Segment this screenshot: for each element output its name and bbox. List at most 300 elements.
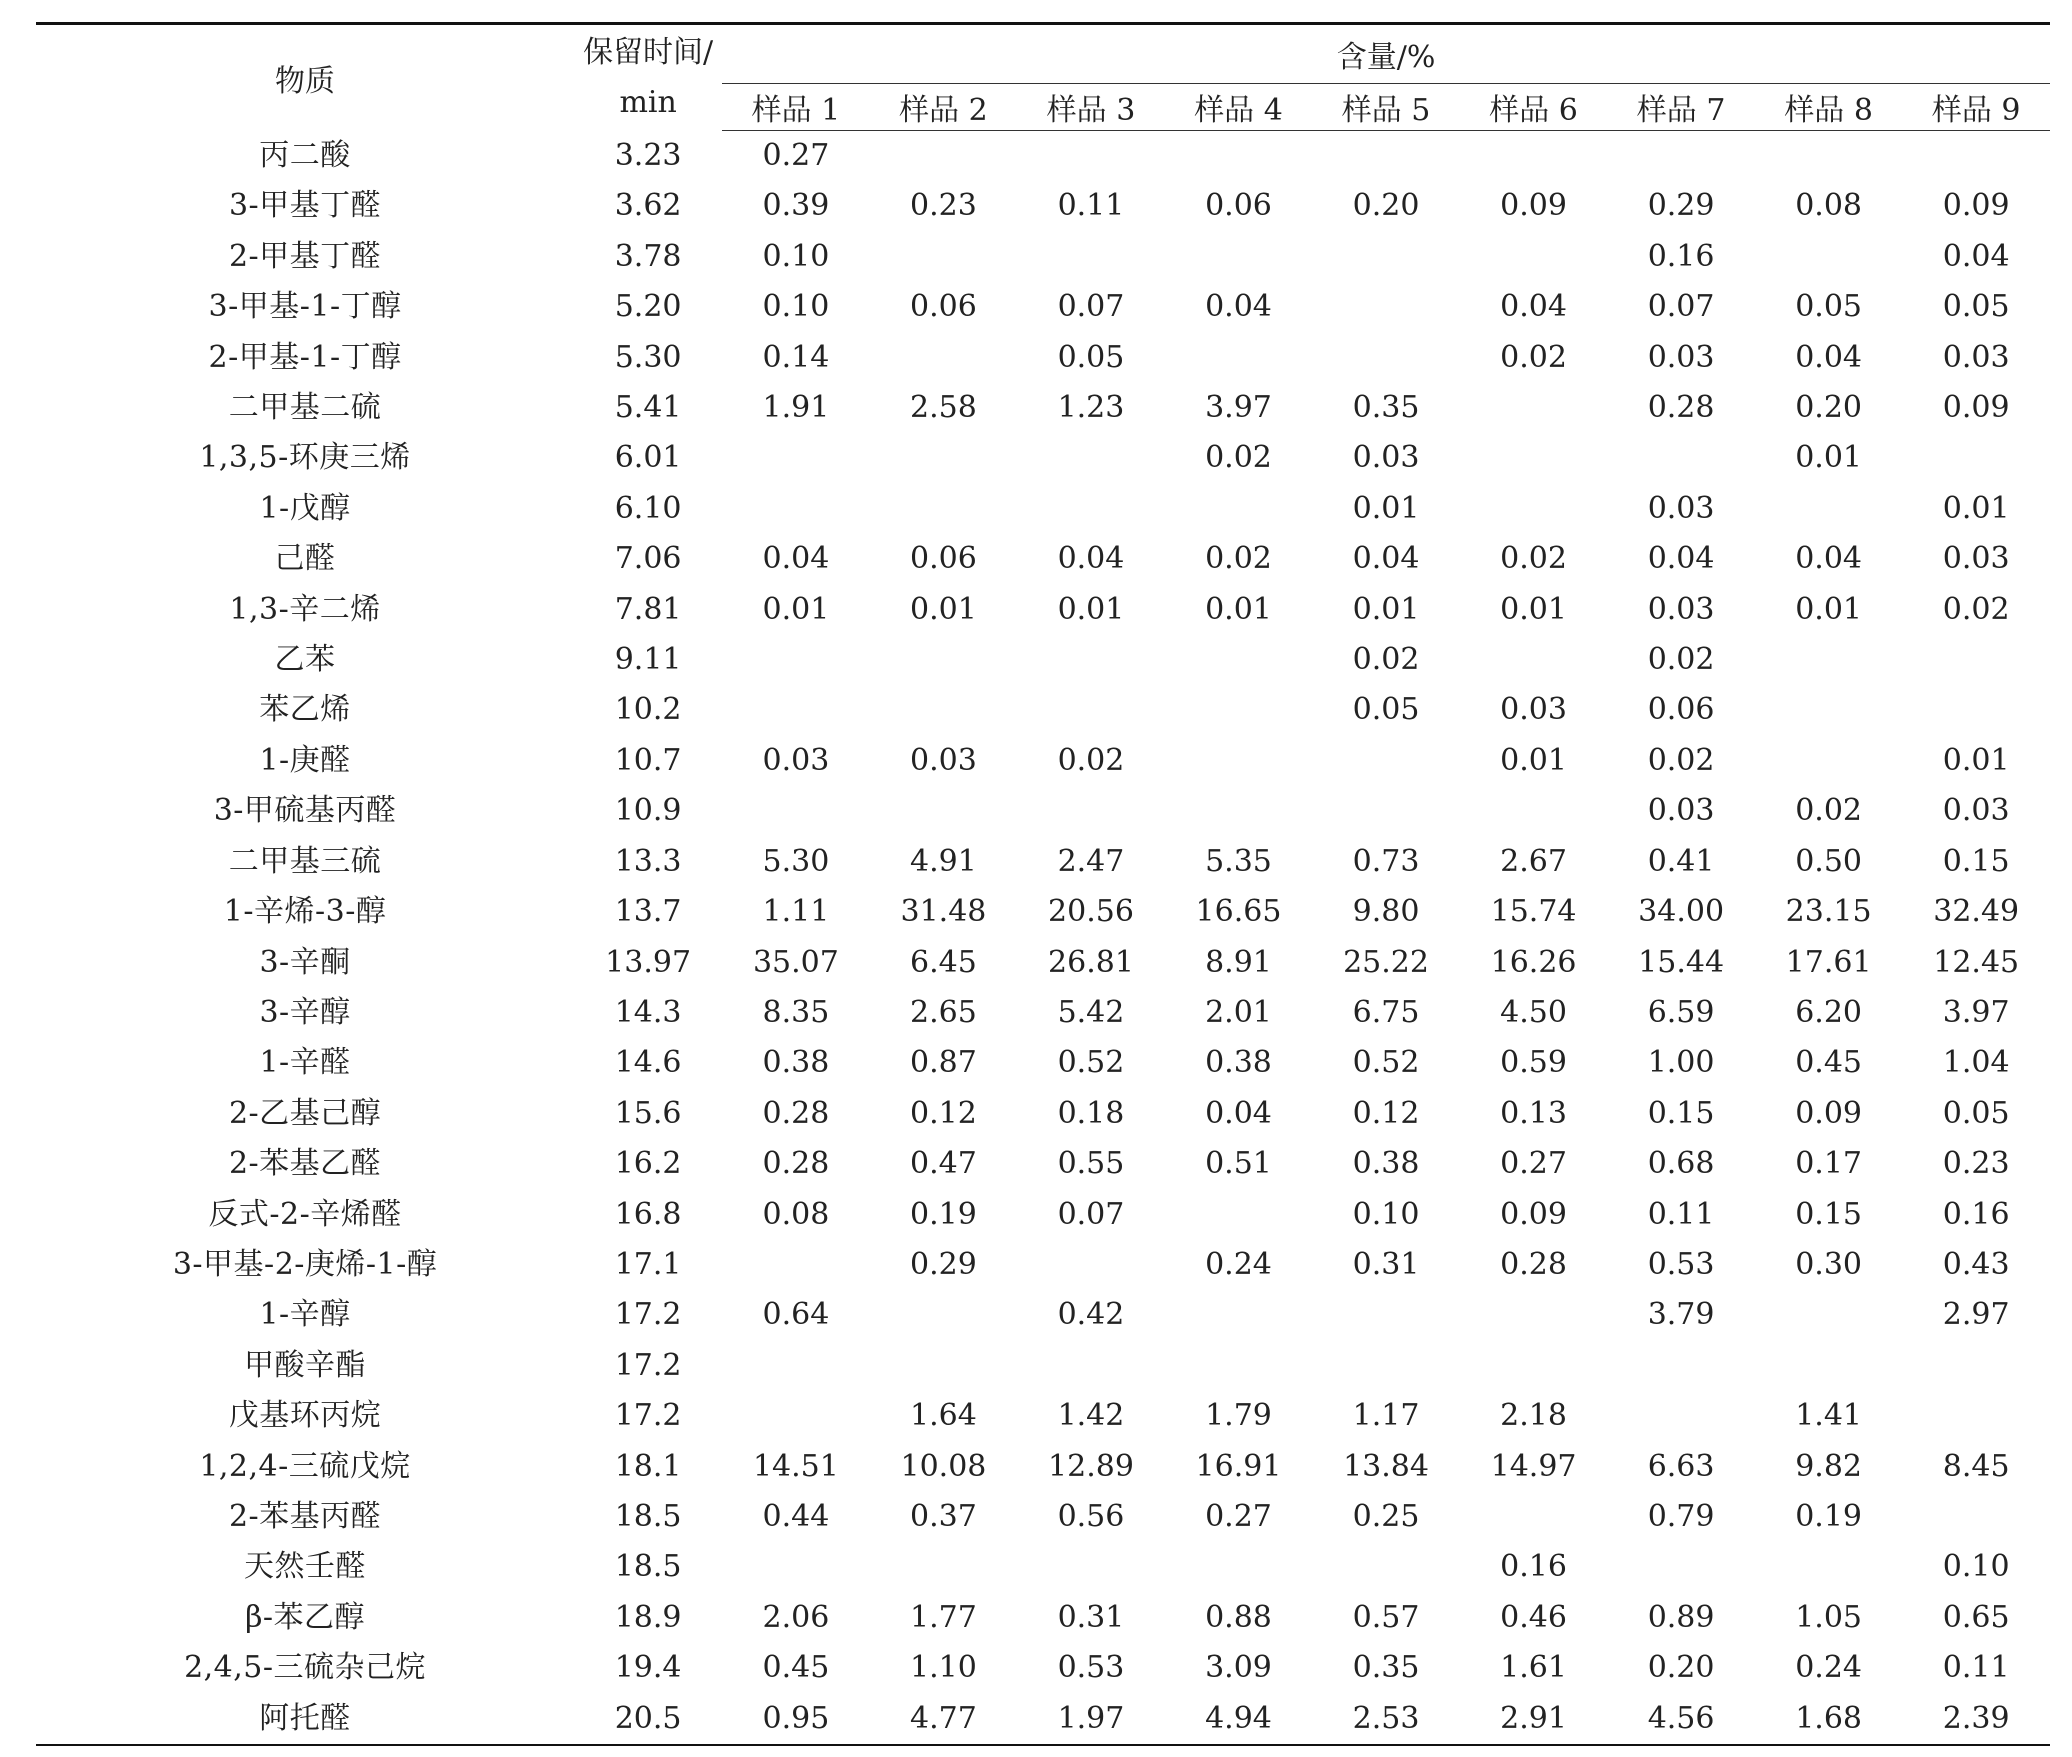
content-value-sample-8: 0.04 (1795, 339, 1863, 375)
content-value-sample-1: 0.39 (762, 188, 830, 224)
content-value-sample-4 (1165, 1190, 1313, 1240)
content-value-sample-2 (870, 635, 1018, 685)
content-value-sample-3: 0.04 (1057, 541, 1125, 577)
content-value-sample-6: 2.67 (1500, 843, 1567, 879)
content-value-sample-8: 23.15 (1785, 894, 1872, 930)
content-value-sample-1 (722, 433, 870, 483)
content-value-sample-1: 0.01 (762, 591, 830, 627)
content-value-sample-4: 0.04 (1205, 289, 1272, 325)
content-value-sample-4 (1165, 1341, 1313, 1391)
content-value-sample-1 (722, 685, 870, 735)
content-value-sample-3: 0.42 (1057, 1297, 1125, 1333)
content-value-sample-2: 0.47 (910, 1146, 977, 1182)
content-value-sample-3 (1017, 1542, 1165, 1592)
content-value-sample-9: 3.97 (1942, 994, 2010, 1030)
content-value-sample-8: 0.05 (1795, 289, 1863, 325)
content-value-sample-6: 0.28 (1500, 1246, 1567, 1282)
substance-name: 反式-2-辛烯醛 (208, 1196, 402, 1232)
content-value-sample-6 (1460, 433, 1608, 483)
header-retention-time-unit: min (619, 84, 677, 120)
content-value-sample-1: 5.30 (762, 843, 830, 879)
table-row (36, 1240, 2050, 1290)
content-value-sample-4: 0.02 (1205, 541, 1272, 577)
retention-time: 18.5 (614, 1549, 682, 1585)
header-sample-9: 样品 9 (1902, 84, 2050, 131)
content-value-sample-2: 1.77 (910, 1599, 977, 1635)
content-value-sample-6 (1460, 786, 1608, 836)
table-row (36, 1290, 2050, 1340)
content-value-sample-6: 4.50 (1500, 994, 1567, 1030)
content-value-sample-1: 0.27 (762, 138, 830, 173)
substance-name: 3-辛酮 (259, 944, 351, 980)
content-value-sample-8: 0.09 (1795, 1095, 1863, 1131)
header-retention-time-label: 保留时间/ (583, 34, 714, 70)
retention-time: 13.3 (614, 843, 682, 879)
content-value-sample-2: 0.01 (910, 591, 977, 627)
substance-name: 丙二酸 (259, 137, 351, 173)
content-value-sample-7: 0.68 (1647, 1146, 1715, 1182)
content-value-sample-7: 0.89 (1647, 1599, 1715, 1635)
content-value-sample-2: 10.08 (900, 1448, 987, 1484)
content-value-sample-8: 0.50 (1795, 843, 1863, 879)
content-value-sample-5: 0.05 (1352, 692, 1420, 728)
content-value-sample-9: 0.23 (1942, 1146, 2010, 1182)
content-value-sample-6 (1460, 131, 1608, 182)
content-value-sample-6 (1460, 484, 1608, 534)
content-value-sample-8: 0.45 (1795, 1045, 1863, 1081)
content-value-sample-1: 0.64 (762, 1297, 830, 1333)
retention-time: 18.1 (614, 1448, 682, 1484)
table-row (36, 534, 2050, 584)
content-value-sample-4: 0.04 (1205, 1095, 1272, 1131)
content-value-sample-6: 2.91 (1460, 1694, 1608, 1745)
content-value-sample-2 (870, 1341, 1018, 1391)
content-value-sample-8 (1755, 131, 1903, 182)
content-value-sample-5: 0.35 (1352, 390, 1420, 426)
content-value-sample-8 (1755, 1290, 1903, 1340)
table-row (36, 1391, 2050, 1441)
content-value-sample-2: 1.10 (910, 1650, 977, 1686)
substance-name: 3-甲硫基丙醛 (213, 793, 397, 829)
substance-name: 2-苯基丙醛 (228, 1498, 382, 1534)
content-value-sample-9 (1902, 433, 2050, 483)
retention-time: 13.7 (614, 894, 682, 930)
content-value-sample-3 (1017, 1240, 1165, 1290)
substance-name: 1,2,4-三硫戊烷 (199, 1448, 411, 1484)
content-value-sample-9: 2.97 (1942, 1297, 2010, 1333)
substance-name: 3-甲基-2-庚烯-1-醇 (172, 1246, 438, 1282)
content-value-sample-6: 0.13 (1500, 1095, 1567, 1131)
volatile-compounds-table (36, 22, 2050, 1746)
content-value-sample-3: 2.47 (1057, 843, 1125, 879)
content-value-sample-2 (870, 685, 1018, 735)
substance-name: 戊基环丙烷 (228, 1398, 382, 1434)
content-value-sample-4: 0.27 (1205, 1498, 1272, 1534)
table-row (36, 1593, 2050, 1643)
content-value-sample-5 (1312, 736, 1460, 786)
content-value-sample-7: 0.11 (1647, 1196, 1715, 1232)
content-value-sample-9: 0.04 (1942, 238, 2010, 274)
content-value-sample-8: 0.01 (1795, 440, 1863, 476)
content-value-sample-2: 6.45 (910, 944, 977, 980)
content-value-sample-3: 1.23 (1057, 390, 1125, 426)
header-sample-3: 样品 3 (1017, 84, 1165, 131)
content-value-sample-5: 0.10 (1352, 1196, 1420, 1232)
substance-name: 3-辛醇 (259, 994, 351, 1030)
retention-time: 7.81 (614, 591, 682, 627)
content-value-sample-5 (1312, 786, 1460, 836)
header-sample-1: 样品 1 (722, 84, 870, 131)
content-value-sample-8: 1.41 (1795, 1398, 1863, 1434)
content-value-sample-7: 0.07 (1647, 289, 1715, 325)
header-sample-5: 样品 5 (1312, 84, 1460, 131)
substance-name: 二甲基三硫 (228, 843, 382, 879)
content-value-sample-1 (722, 1341, 870, 1391)
content-value-sample-6: 0.09 (1500, 188, 1567, 224)
content-value-sample-9: 0.05 (1942, 1095, 2010, 1131)
retention-time: 9.11 (614, 642, 682, 678)
content-value-sample-3: 0.07 (1057, 1196, 1125, 1232)
table-row (36, 1038, 2050, 1088)
content-value-sample-1: 8.35 (762, 994, 830, 1030)
content-value-sample-4 (1165, 786, 1313, 836)
content-value-sample-1: 2.06 (762, 1599, 830, 1635)
content-value-sample-4: 0.06 (1205, 188, 1272, 224)
content-value-sample-8 (1755, 484, 1903, 534)
content-value-sample-7: 6.59 (1647, 994, 1715, 1030)
content-value-sample-6: 0.59 (1500, 1045, 1567, 1081)
substance-name: 天然壬醛 (244, 1549, 367, 1585)
content-value-sample-4 (1165, 1542, 1313, 1592)
content-value-sample-5: 9.80 (1352, 894, 1420, 930)
content-value-sample-2: 31.48 (900, 894, 987, 930)
content-value-sample-7: 0.28 (1647, 390, 1715, 426)
content-value-sample-8: 0.19 (1795, 1498, 1863, 1534)
content-value-sample-5 (1312, 333, 1460, 383)
table-row (36, 1190, 2050, 1240)
retention-time: 19.4 (614, 1650, 682, 1686)
content-value-sample-9: 8.45 (1942, 1448, 2010, 1484)
content-value-sample-6 (1460, 383, 1608, 433)
content-value-sample-4: 16.91 (1195, 1448, 1282, 1484)
content-value-sample-7: 0.04 (1647, 541, 1715, 577)
content-value-sample-8 (1755, 736, 1903, 786)
content-value-sample-8 (1755, 685, 1903, 735)
content-value-sample-2: 2.65 (910, 994, 977, 1030)
substance-name: 1-辛醇 (259, 1297, 351, 1333)
content-value-sample-4: 0.88 (1205, 1599, 1272, 1635)
retention-time: 6.10 (614, 490, 682, 526)
substance-name: 2-甲基丁醛 (228, 238, 382, 274)
content-value-sample-6 (1460, 1341, 1608, 1391)
content-value-sample-9: 0.10 (1942, 1549, 2010, 1585)
content-value-sample-7 (1607, 433, 1755, 483)
retention-time: 10.7 (614, 742, 682, 778)
substance-name: 3-甲基-1-丁醇 (208, 289, 402, 325)
content-value-sample-2: 0.12 (910, 1095, 977, 1131)
content-value-sample-3 (1017, 1341, 1165, 1391)
content-value-sample-5: 2.53 (1312, 1694, 1460, 1745)
substance-name: 1-辛烯-3-醇 (223, 894, 387, 930)
content-value-sample-4 (1165, 635, 1313, 685)
content-value-sample-2 (870, 1542, 1018, 1592)
content-value-sample-8 (1755, 232, 1903, 282)
table-row (36, 887, 2050, 937)
table-row (36, 1694, 2050, 1745)
table-row (36, 1442, 2050, 1492)
content-value-sample-9 (1902, 131, 2050, 182)
content-value-sample-9: 0.01 (1942, 742, 2010, 778)
content-value-sample-9 (1902, 685, 2050, 735)
content-value-sample-7: 1.00 (1647, 1045, 1715, 1081)
content-value-sample-1: 0.28 (762, 1146, 830, 1182)
content-value-sample-9: 0.65 (1942, 1599, 2010, 1635)
content-value-sample-7: 0.16 (1647, 238, 1715, 274)
table-row (36, 585, 2050, 635)
table-row (36, 938, 2050, 988)
content-value-sample-2: 0.06 (910, 541, 977, 577)
content-value-sample-1: 0.08 (762, 1196, 830, 1232)
content-value-sample-9: 0.09 (1942, 188, 2010, 224)
header-sample-7: 样品 7 (1607, 84, 1755, 131)
content-value-sample-6: 0.01 (1500, 591, 1567, 627)
content-value-sample-4: 1.79 (1205, 1398, 1272, 1434)
table-row (36, 1492, 2050, 1542)
content-value-sample-5: 1.17 (1352, 1398, 1420, 1434)
content-value-sample-7: 0.03 (1647, 339, 1715, 375)
header-sample-2: 样品 2 (870, 84, 1018, 131)
content-value-sample-4: 0.51 (1205, 1146, 1272, 1182)
content-value-sample-5: 0.02 (1352, 642, 1420, 678)
content-value-sample-1: 0.28 (762, 1095, 830, 1131)
content-value-sample-6: 14.97 (1490, 1448, 1577, 1484)
content-value-sample-9: 0.15 (1942, 843, 2010, 879)
content-value-sample-6: 0.03 (1500, 692, 1567, 728)
content-value-sample-7: 0.41 (1647, 843, 1715, 879)
table-row (36, 1341, 2050, 1391)
header-sample-6: 样品 6 (1460, 84, 1608, 131)
content-value-sample-8 (1755, 635, 1903, 685)
content-value-sample-3: 0.18 (1057, 1095, 1125, 1131)
content-value-sample-7: 34.00 (1638, 894, 1725, 930)
content-value-sample-1: 1.91 (762, 390, 830, 426)
content-value-sample-7: 0.03 (1647, 490, 1715, 526)
content-value-sample-2: 4.91 (910, 843, 977, 879)
retention-time: 14.3 (614, 994, 682, 1030)
content-value-sample-2: 0.23 (910, 188, 977, 224)
content-value-sample-9: 0.03 (1942, 541, 2010, 577)
table-container (36, 22, 2050, 1746)
content-value-sample-4 (1165, 736, 1313, 786)
content-value-sample-7: 0.02 (1647, 742, 1715, 778)
content-value-sample-3: 0.53 (1057, 1650, 1125, 1686)
content-value-sample-3: 1.97 (1017, 1694, 1165, 1745)
retention-time: 18.9 (614, 1599, 682, 1635)
content-value-sample-2: 0.37 (910, 1498, 977, 1534)
content-value-sample-1: 0.04 (762, 541, 830, 577)
retention-time: 15.6 (614, 1095, 682, 1131)
content-value-sample-1: 0.38 (762, 1045, 830, 1081)
content-value-sample-5: 6.75 (1352, 994, 1420, 1030)
content-value-sample-6: 0.04 (1500, 289, 1567, 325)
substance-name: 己醛 (274, 541, 336, 577)
substance-name: 2,4,5-三硫杂己烷 (184, 1650, 427, 1686)
retention-time: 17.2 (614, 1297, 682, 1333)
content-value-sample-3: 0.11 (1057, 188, 1125, 224)
content-value-sample-9: 1.04 (1942, 1045, 2010, 1081)
content-value-sample-9 (1902, 1391, 2050, 1441)
content-value-sample-6: 2.18 (1500, 1398, 1567, 1434)
content-value-sample-4 (1165, 131, 1313, 182)
content-value-sample-6 (1460, 1492, 1608, 1542)
retention-time: 16.2 (614, 1146, 682, 1182)
content-value-sample-2: 0.03 (910, 742, 977, 778)
content-value-sample-9 (1902, 635, 2050, 685)
content-value-sample-8: 0.24 (1795, 1650, 1863, 1686)
content-value-sample-6: 0.02 (1500, 339, 1567, 375)
content-value-sample-3: 0.31 (1057, 1599, 1125, 1635)
content-value-sample-7: 0.03 (1647, 793, 1715, 829)
content-value-sample-1: 0.95 (722, 1694, 870, 1745)
retention-time: 13.97 (605, 944, 692, 980)
content-value-sample-4 (1165, 685, 1313, 735)
content-value-sample-8: 0.04 (1795, 541, 1863, 577)
content-value-sample-6 (1460, 635, 1608, 685)
substance-name: 2-甲基-1-丁醇 (208, 339, 402, 375)
content-value-sample-1: 0.14 (762, 339, 830, 375)
content-value-sample-1: 1.11 (762, 894, 830, 930)
content-value-sample-5: 25.22 (1343, 944, 1429, 980)
retention-time: 6.01 (614, 440, 682, 476)
table-row (36, 131, 2050, 182)
content-value-sample-1: 0.10 (762, 238, 830, 274)
content-value-sample-9: 0.03 (1942, 793, 2010, 829)
content-value-sample-3: 0.07 (1057, 289, 1125, 325)
retention-time: 17.2 (614, 1347, 682, 1383)
content-value-sample-1: 14.51 (752, 1448, 839, 1484)
content-value-sample-4: 4.94 (1165, 1694, 1313, 1745)
content-value-sample-4 (1165, 1290, 1313, 1340)
content-value-sample-5: 0.52 (1352, 1045, 1420, 1081)
retention-time: 5.30 (614, 339, 682, 375)
substance-name: 2-乙基己醇 (228, 1095, 382, 1131)
content-value-sample-2: 0.29 (910, 1246, 977, 1282)
retention-time: 3.78 (614, 238, 682, 274)
content-value-sample-8 (1755, 1542, 1903, 1592)
content-value-sample-8: 1.68 (1755, 1694, 1903, 1745)
content-value-sample-8: 1.05 (1795, 1599, 1863, 1635)
content-value-sample-5: 0.12 (1352, 1095, 1420, 1131)
content-value-sample-7: 0.06 (1647, 692, 1715, 728)
content-value-sample-1 (722, 1391, 870, 1441)
content-value-sample-6: 0.02 (1500, 541, 1567, 577)
substance-name: 1,3,5-环庚三烯 (199, 440, 411, 476)
content-value-sample-4: 3.97 (1205, 390, 1272, 426)
content-value-sample-2 (870, 232, 1018, 282)
content-value-sample-6 (1460, 232, 1608, 282)
content-value-sample-9: 0.11 (1942, 1650, 2010, 1686)
content-value-sample-3: 0.55 (1057, 1146, 1125, 1182)
content-value-sample-5 (1312, 1341, 1460, 1391)
table-row (36, 736, 2050, 786)
content-value-sample-5: 0.31 (1352, 1246, 1420, 1282)
content-value-sample-4 (1165, 484, 1313, 534)
content-value-sample-6: 0.27 (1500, 1146, 1567, 1182)
content-value-sample-3 (1017, 484, 1165, 534)
substance-name: 苯乙烯 (259, 692, 351, 728)
table-row (36, 837, 2050, 887)
content-value-sample-6: 1.61 (1500, 1650, 1567, 1686)
table-row (36, 1643, 2050, 1693)
content-value-sample-5: 0.01 (1352, 490, 1420, 526)
content-value-sample-5: 0.38 (1352, 1146, 1420, 1182)
content-value-sample-5 (1312, 131, 1460, 182)
retention-time: 16.8 (614, 1196, 682, 1232)
content-value-sample-8: 0.02 (1795, 793, 1863, 829)
table-row (36, 1089, 2050, 1139)
table-row (36, 635, 2050, 685)
retention-time: 10.2 (614, 692, 682, 728)
substance-name: 2-苯基乙醛 (228, 1146, 382, 1182)
table-row (36, 1542, 2050, 1592)
content-value-sample-3: 0.02 (1057, 742, 1125, 778)
substance-name: 1-辛醛 (259, 1045, 351, 1081)
content-value-sample-8: 17.61 (1785, 944, 1872, 980)
content-value-sample-4: 2.01 (1205, 994, 1272, 1030)
retention-time: 5.20 (614, 289, 682, 325)
content-value-sample-2 (870, 1290, 1018, 1340)
content-value-sample-4: 16.65 (1195, 894, 1282, 930)
content-value-sample-7 (1607, 1542, 1755, 1592)
content-value-sample-5 (1312, 282, 1460, 332)
content-value-sample-7 (1607, 131, 1755, 182)
content-value-sample-4: 0.02 (1205, 440, 1272, 476)
content-value-sample-5: 0.20 (1352, 188, 1420, 224)
content-value-sample-3 (1017, 786, 1165, 836)
content-value-sample-4: 3.09 (1205, 1650, 1272, 1686)
content-value-sample-9: 0.05 (1942, 289, 2010, 325)
content-value-sample-4: 0.01 (1205, 591, 1272, 627)
content-value-sample-5 (1312, 232, 1460, 282)
content-value-sample-1: 0.03 (762, 742, 830, 778)
content-value-sample-6 (1460, 1290, 1608, 1340)
content-value-sample-8: 0.20 (1795, 390, 1863, 426)
table-header (36, 24, 2050, 131)
retention-time: 3.23 (614, 137, 682, 173)
content-value-sample-5: 0.04 (1352, 541, 1420, 577)
content-value-sample-2 (870, 484, 1018, 534)
content-value-sample-7: 0.79 (1647, 1498, 1715, 1534)
content-value-sample-9: 12.45 (1933, 944, 2020, 980)
content-value-sample-9: 0.16 (1942, 1196, 2010, 1232)
content-value-sample-3 (1017, 685, 1165, 735)
retention-time: 10.9 (614, 793, 682, 829)
content-value-sample-2 (870, 786, 1018, 836)
content-value-sample-3 (1017, 635, 1165, 685)
content-value-sample-2: 2.58 (910, 390, 977, 426)
content-value-sample-7 (1607, 1341, 1755, 1391)
content-value-sample-8 (1755, 1341, 1903, 1391)
content-value-sample-2 (870, 131, 1018, 182)
content-value-sample-3: 26.81 (1048, 944, 1134, 980)
content-value-sample-9: 2.39 (1902, 1694, 2050, 1745)
table-row (36, 333, 2050, 383)
content-value-sample-1 (722, 635, 870, 685)
content-value-sample-5: 0.35 (1352, 1650, 1420, 1686)
header-retention-time (574, 24, 722, 131)
content-value-sample-8: 0.15 (1795, 1196, 1863, 1232)
content-value-sample-9 (1902, 1492, 2050, 1542)
